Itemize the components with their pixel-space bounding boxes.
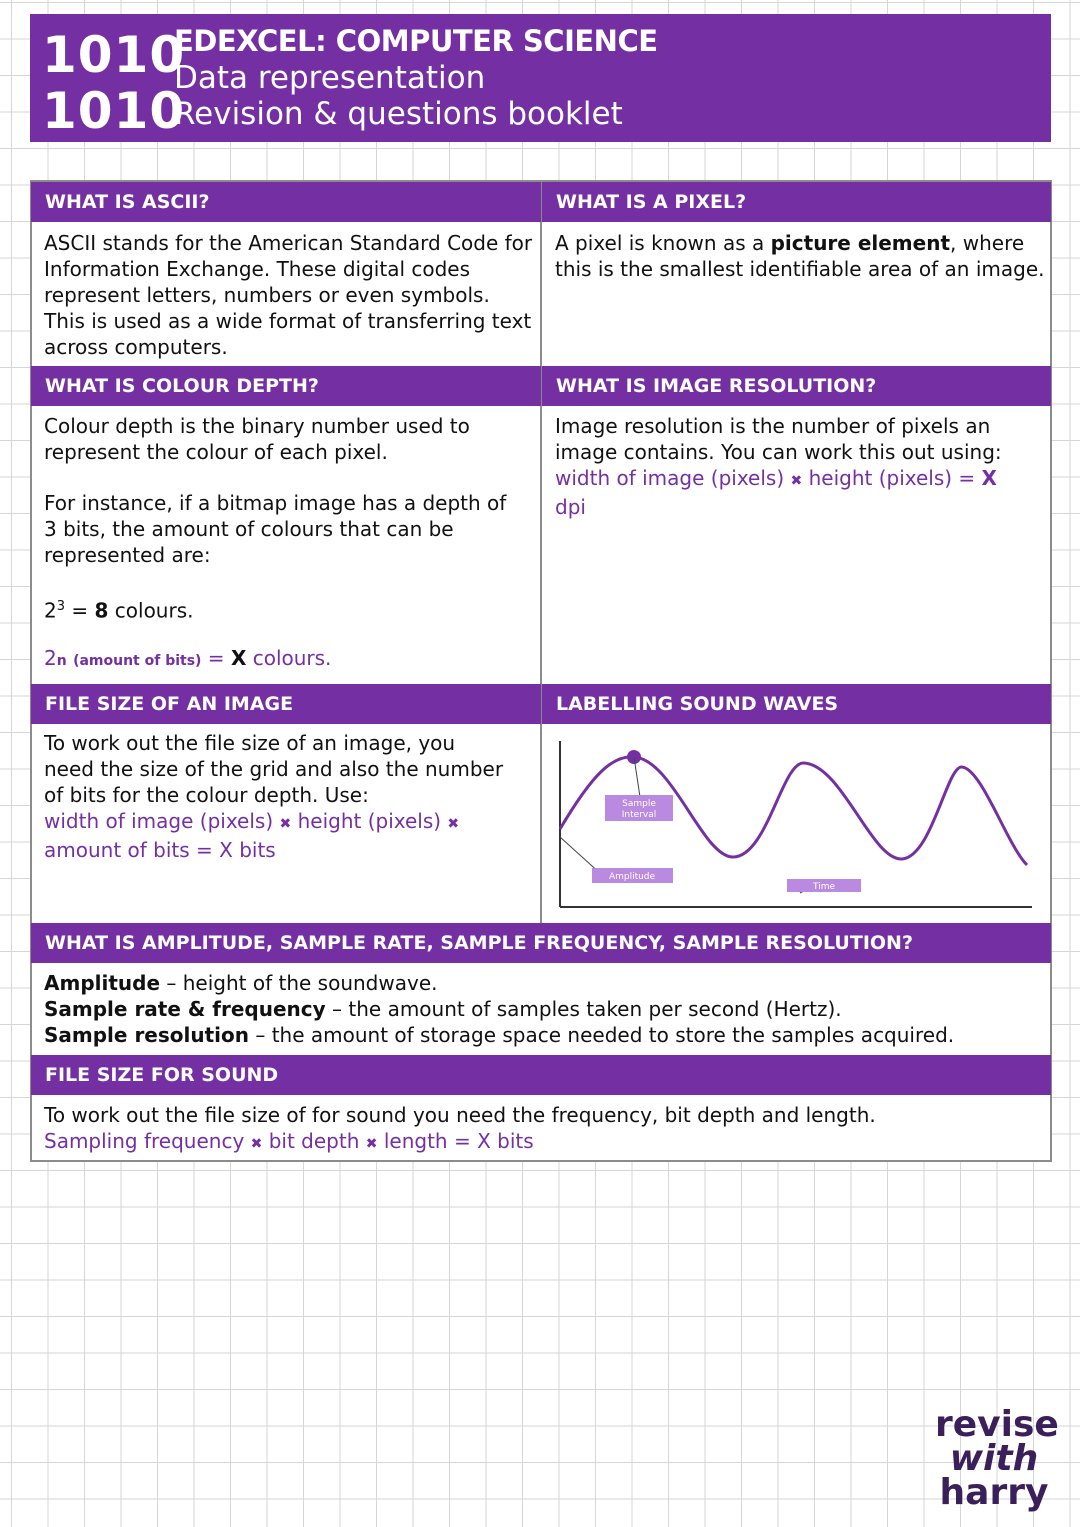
revise-with-harry-logo: revise with harry xyxy=(935,1404,1059,1513)
amplitude-definition: Amplitude – height of the soundwave. xyxy=(44,971,438,995)
pixel-text: A pixel is known as a picture element, where this is the smallest identifiable area of an image. xyxy=(555,231,1045,281)
resolution-text: Image resolution is the number of pixels an image contains. You can work this out using: xyxy=(555,414,1002,464)
binary-logo: 1010 1010 xyxy=(42,26,186,140)
header-banner xyxy=(30,14,1051,142)
file-size-image-text: To work out the file size of an image, you need the size of the grid and also the number of bits for the colour depth. Use: xyxy=(44,731,504,807)
sound-wave-diagram xyxy=(542,725,1050,921)
file-size-image-heading: FILE SIZE OF AN IMAGE xyxy=(31,684,541,724)
definitions-heading: WHAT IS AMPLITUDE, SAMPLE RATE, SAMPLE FREQUENCY, SAMPLE RESOLUTION? xyxy=(31,923,1051,963)
resolution-formula: width of image (pixels) ✖ height (pixels) = X dpi xyxy=(555,466,997,519)
booklet-subtitle: Revision & questions booklet xyxy=(174,96,623,132)
sample-rate-definition: Sample rate & frequency – the amount of samples taken per second (Hertz). xyxy=(44,997,842,1021)
resolution-heading: WHAT IS IMAGE RESOLUTION? xyxy=(542,366,1051,406)
topic-title: Data representation xyxy=(174,60,486,96)
amplitude-label: Amplitude xyxy=(608,872,656,882)
definitions-text xyxy=(44,970,1044,1048)
colour-depth-heading: WHAT IS COLOUR DEPTH? xyxy=(31,366,541,406)
file-size-sound-heading: FILE SIZE FOR SOUND xyxy=(31,1055,1051,1095)
ascii-text: ASCII stands for the American Standard Code for Information Exchange. These digital codes represent letters, numbers or even symbols. This is used as a wide format of transferring text across computers. xyxy=(44,231,533,359)
colour-depth-para1: Colour depth is the binary number used to represent the colour of each pixel. xyxy=(44,414,470,464)
colour-depth-para2: For instance, if a bitmap image has a depth of 3 bits, the amount of colours that can be represented are: xyxy=(44,491,507,567)
page-title: EDEXCEL: COMPUTER SCIENCE xyxy=(174,24,658,58)
sample-label-line1: Sample xyxy=(622,799,656,809)
colour-depth-example: $2^3 = 8$ colours. xyxy=(44,598,194,623)
colour-depth-formula: 2n (amount of bits) = X colours. xyxy=(44,646,332,670)
file-size-sound-text: To work out the file size of for sound you need the frequency, bit depth and length. xyxy=(44,1103,876,1127)
file-size-image-formula: width of image (pixels) ✖ height (pixels) ✖ amount of bits = X bits xyxy=(44,809,460,862)
sound-waves-heading: LABELLING SOUND WAVES xyxy=(542,684,1051,724)
time-label: Time xyxy=(812,882,836,892)
file-size-sound-formula: Sampling frequency ✖ bit depth ✖ length = X bits xyxy=(44,1129,534,1153)
sample-label-line2: Interval xyxy=(621,810,657,820)
pixel-heading: WHAT IS A PIXEL? xyxy=(542,182,1051,222)
sample-resolution-definition: Sample resolution – the amount of storage space needed to store the samples acquired. xyxy=(44,1023,955,1047)
ascii-heading: WHAT IS ASCII? xyxy=(31,182,541,222)
